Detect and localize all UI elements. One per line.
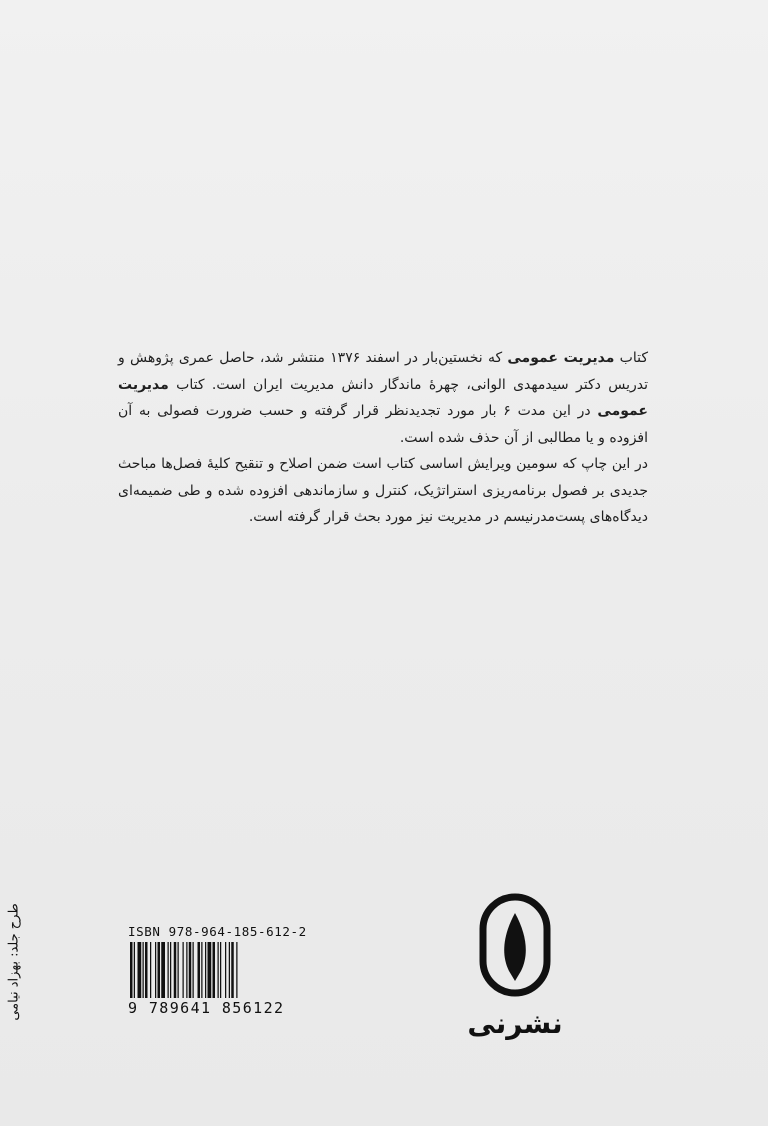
blurb-paragraph-2 [118,451,648,531]
barcode-bars [128,942,284,998]
book-title-bold: مدیریت عمومی [118,376,648,419]
blurb-paragraph-1 [118,345,648,451]
isbn-label: ISBN 978-964-185-612-2 [128,924,307,939]
publisher-logo-icon [475,893,555,997]
designer-credit [0,903,28,1021]
blurb-text-run: کتاب [614,350,648,366]
publisher-name: نشرنی [467,1007,563,1040]
publisher-logo [460,893,570,1053]
blurb-text-run: در این مدت ۶ بار مورد تجدیدنظر قرار گرفته و حسب ضرورت فصولی به آن افزوده و یا مطالبی از آن حذف شده است. [118,403,648,446]
book-title-bold: مدیریت عمومی [507,350,615,366]
blurb-text-run: که نخستین‌بار در اسفند ۱۳۷۶ منتشر شد، حاصل عمری پژوهش و تدریس دکتر سیدمهدی الوانی، چهرهٔ ماندگار دانش مدیریت ایران است. کتاب [118,350,648,393]
blurb-text [118,345,648,531]
blurb-text-run: در این چاپ که سومین ویرایش اساسی کتاب است ضمن اصلاح و تنقیح کلیهٔ فصل‌ها مباحث جدیدی بر فصول برنامه‌ریزی استراتژیک، کنترل و سازماندهی افزوده شده و طی ضمیمه‌ای دیدگاه‌های پست‌مدرنیسم در مدیریت نیز مورد بحث قرار گرفته است. [118,456,648,525]
barcode-digits: 9 789641 856122 [128,999,285,1017]
isbn-barcode [128,924,307,1017]
designer-credit-text: طرح جلد: بهزاد نیامی [6,903,22,1021]
